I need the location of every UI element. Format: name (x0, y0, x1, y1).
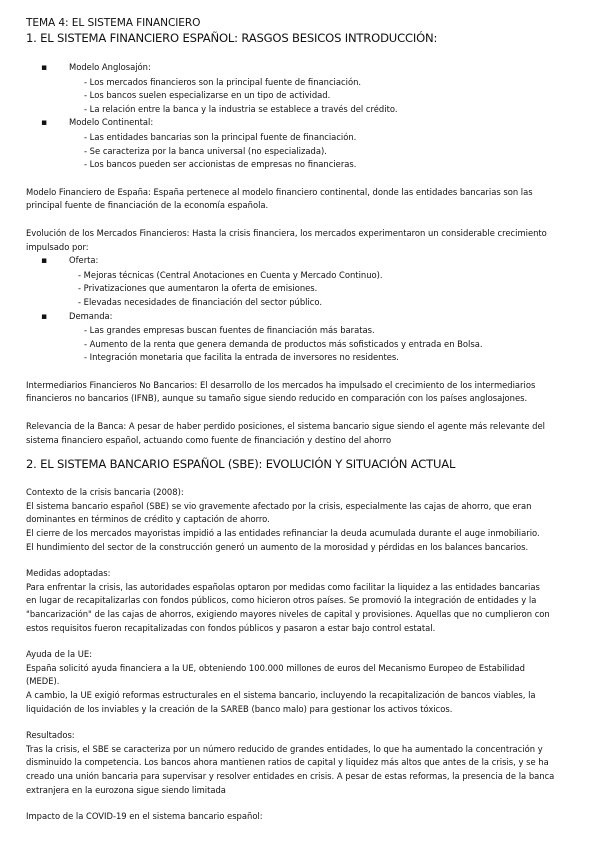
spacer (26, 213, 578, 227)
section-2-heading: 2. EL SISTEMA BANCARIO ESPAÑOL (SBE): EVOLUCIÓN Y SITUACIÓN ACTUAL (26, 457, 456, 472)
paragraph-line: sistema financiero español, actuando como fuente de financiación y destino del ahorro (26, 434, 392, 445)
oferta-row (26, 254, 578, 269)
paragraph-line: El sistema bancario español (SBE) se vio gravemente afectado por la crisis, especialmente las cajas de ahorro, que eran (26, 500, 532, 511)
paragraph-line: Evolución de los Mercados Financieros: Hasta la crisis financiera, los mercados experimentaron un considerable crecimiento (26, 227, 547, 238)
evolution-paragraph (26, 227, 578, 254)
spacer (26, 716, 578, 729)
paragraph-line: Modelo Financiero de España: España pertenece al modelo financiero continental, donde las entidades bancarias son las (26, 186, 533, 197)
paragraph-line: A cambio, la UE exigió reformas estructurales en el sistema bancario, incluyendo la recapitalización de bancos viables, la (26, 689, 536, 700)
paragraph-line: El cierre de los mercados mayoristas impidió a las entidades refinanciar la deuda acumulada durante el auge inmobiliario. (26, 528, 540, 539)
bullet-icon: ▪ (41, 118, 48, 129)
spacer (26, 797, 578, 810)
results-title: Resultados: (26, 730, 75, 741)
paragraph-line: dominantes en términos de crédito y captación de ahorro. (26, 514, 270, 525)
paragraph-line: liquidación de los inviables y la creación de la SAREB (banco malo) para gestionar los activos tóxicos. (26, 703, 453, 714)
anglo-model-row (26, 61, 578, 76)
oferta-block (26, 254, 578, 309)
anglo-model-block (26, 61, 578, 116)
paragraph-line: España solicitó ayuda financiera a la UE, obteniendo 100.000 millones de euros del Mecanismo Europeo de Estabilidad (26, 662, 525, 673)
bullet-icon: ▪ (41, 311, 48, 322)
list-item: - Se caracteriza por la banca universal (no especializada). (84, 145, 327, 156)
continental-model-block (26, 116, 578, 171)
spacer (26, 406, 578, 420)
covid-heading: Impacto de la COVID-19 en el sistema bancario español: (26, 811, 263, 822)
paragraph-line: El hundimiento del sector de la construcción generó un aumento de la morosidad y pérdidas en los balances bancarios. (26, 541, 529, 552)
list-item: - Integración monetaria que facilita la entrada de inversores no residentes. (84, 352, 399, 363)
spain-model-paragraph (26, 186, 578, 213)
eu-aid-title: Ayuda de la UE: (26, 649, 93, 660)
paragraph-line: en lugar de recapitalizarlas con fondos públicos, como hicieron otros países. Se promovió la integración de entidades y la (26, 595, 537, 606)
spacer (26, 365, 578, 379)
paragraph-line: Intermediarios Financieros No Bancarios: El desarrollo de los mercados ha impulsado el crecimiento de los intermediarios (26, 379, 536, 390)
spacer (26, 172, 578, 186)
intermediaries-paragraph (26, 379, 578, 406)
anglo-model-label: Modelo Anglosajón: (69, 62, 151, 72)
document-title: TEMA 4: EL SISTEMA FINANCIERO (26, 17, 201, 29)
results-section (26, 729, 578, 797)
continental-model-label: Modelo Continental: (69, 117, 154, 128)
demanda-label: Demanda: (69, 310, 113, 321)
paragraph-line: Para enfrentar la crisis, las autoridades españolas optaron por medidas como facilitar la liquidez a las entidades bancarias (26, 581, 540, 592)
bullet-icon: ▪ (41, 63, 48, 73)
paragraph-line: Relevancia de la Banca: A pesar de haber perdido posiciones, el sistema bancario sigue siendo el agente más relevante del (26, 421, 545, 432)
paragraph-line: Tras la crisis, el SBE se caracteriza por un número reducido de grandes entidades, lo que ha aumentado la concentración y (26, 743, 543, 754)
list-item: - La relación entre la banca y la industria se establece a través del crédito. (84, 103, 398, 114)
list-item: - Elevadas necesidades de financiación del sector público. (78, 296, 323, 307)
list-item: - Privatizaciones que aumentaron la oferta de emisiones. (78, 283, 318, 294)
spacer (26, 554, 578, 567)
paragraph-line: estos requisitos fueron recapitalizadas con fondos públicos y pasaron a estar bajo control estatal. (26, 622, 436, 633)
paragraph-line: disminuido la competencia. Los bancos ahora mantienen ratios de capital y liquidez más altos que antes de la crisis, y se ha (26, 757, 549, 768)
demanda-row (26, 310, 578, 325)
paragraph-line: extranjera en la eurozona sigue siendo limitada (26, 784, 226, 795)
relevance-paragraph (26, 420, 578, 447)
paragraph-line: (MEDE). (26, 676, 60, 687)
oferta-label: Oferta: (69, 255, 99, 266)
demanda-block (26, 310, 578, 365)
paragraph-line: principal fuente de financiación de la economía española. (26, 200, 269, 211)
list-item: - Los bancos suelen especializarse en un tipo de actividad. (84, 90, 331, 101)
measures-title: Medidas adoptadas: (26, 568, 111, 579)
paragraph-line: "bancarización" de las cajas de ahorros, exigiendo mayores niveles de capital y provisiones. Aquellas que no cumplieron con (26, 609, 550, 619)
list-item: - Mejoras técnicas (Central Anotaciones en Cuenta y Mercado Continuo). (78, 269, 383, 280)
list-item: - Los bancos pueden ser accionistas de empresas no financieras. (84, 159, 357, 170)
paragraph-line: creado una unión bancaria para supervisar y resolver entidades en crisis. A pesar de estas reformas, la presencia de la banca (26, 770, 555, 781)
context-section (26, 486, 578, 554)
continental-model-row (26, 116, 578, 131)
list-item: - Los mercados financieros son la principal fuente de financiación. (84, 76, 362, 87)
section-1-heading: 1. EL SISTEMA FINANCIERO ESPAÑOL: RASGOS BESICOS INTRODUCCIÓN: (26, 31, 438, 45)
context-title: Contexto de la crisis bancaria (2008): (26, 487, 184, 498)
list-item: - Aumento de la renta que genera demanda de productos más sofisticados y entrada en Bolsa. (84, 338, 483, 349)
measures-section (26, 567, 578, 635)
list-item: - Las grandes empresas buscan fuentes de financiación más baratas. (84, 325, 375, 336)
spacer (26, 635, 578, 648)
bullet-icon: ▪ (41, 256, 48, 267)
eu-aid-section (26, 648, 578, 716)
paragraph-line: financieros no bancarios (IFNB), aunque su tamaño sigue siendo reducido en comparación con los países anglosajones. (26, 393, 528, 404)
paragraph-line: impulsado por: (26, 241, 89, 252)
list-item: - Las entidades bancarias son la principal fuente de financiación. (84, 131, 357, 142)
